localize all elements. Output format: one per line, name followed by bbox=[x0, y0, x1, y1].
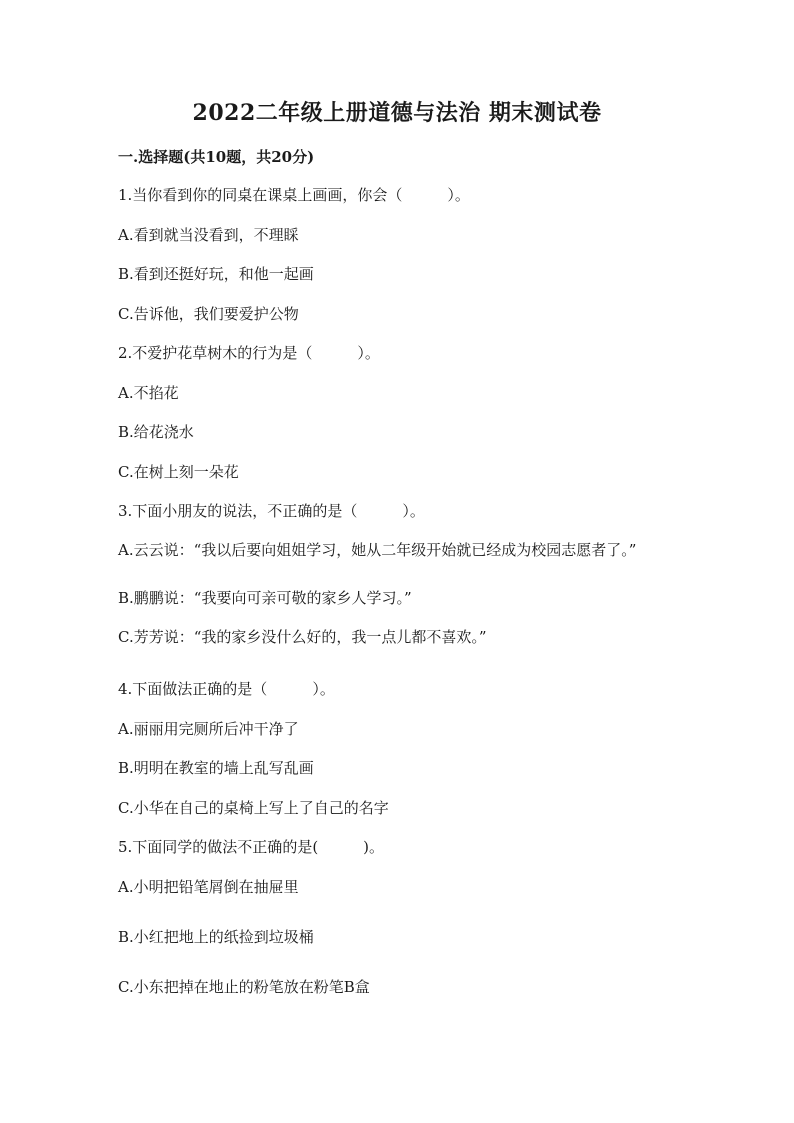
question-stem: 4.下面做法正确的是（ ）。 bbox=[118, 680, 335, 698]
option-b: B.明明在教室的墙上乱写乱画 bbox=[118, 759, 314, 777]
option-c: C.芳芳说：“我的家乡没什么好的，我一点儿都不喜欢。” bbox=[118, 628, 487, 646]
option-a: A.不掐花 bbox=[118, 384, 179, 402]
option-a: A.丽丽用完厕所后冲干净了 bbox=[118, 720, 299, 738]
option-b: B.给花浇水 bbox=[118, 423, 194, 441]
option-a: A.看到就当没看到，不理睬 bbox=[118, 226, 299, 244]
option-b: B.看到还挺好玩，和他一起画 bbox=[118, 265, 314, 283]
option-a: A.小明把铅笔屑倒在抽屉里 bbox=[118, 878, 299, 896]
option-c: C.小华在自己的桌椅上写上了自己的名字 bbox=[118, 799, 389, 817]
option-b: B.小红把地上的纸捡到垃圾桶 bbox=[118, 928, 314, 946]
option-c: C.在树上刻一朵花 bbox=[118, 463, 239, 481]
section-heading: 一.选择题(共10题，共20分) bbox=[118, 148, 315, 166]
question-stem: 1.当你看到你的同桌在课桌上画画，你会（ ）。 bbox=[118, 186, 470, 204]
option-c: C.告诉他，我们要爱护公物 bbox=[118, 305, 299, 323]
question-stem: 5.下面同学的做法不正确的是( )。 bbox=[118, 838, 385, 856]
question-stem: 2.不爱护花草树木的行为是（ ）。 bbox=[118, 344, 380, 362]
page-title: 2022二年级上册道德与法治 期末测试卷 bbox=[192, 100, 602, 126]
option-a: A.云云说：“我以后要向姐姐学习，她从二年级开始就已经成为校园志愿者了。” bbox=[118, 541, 637, 559]
option-b: B.鹏鹏说：“我要向可亲可敬的家乡人学习。” bbox=[118, 589, 412, 607]
question-stem: 3.下面小朋友的说法，不正确的是（ ）。 bbox=[118, 502, 425, 520]
option-c: C.小东把掉在地止的粉笔放在粉笔B盒 bbox=[118, 978, 370, 996]
